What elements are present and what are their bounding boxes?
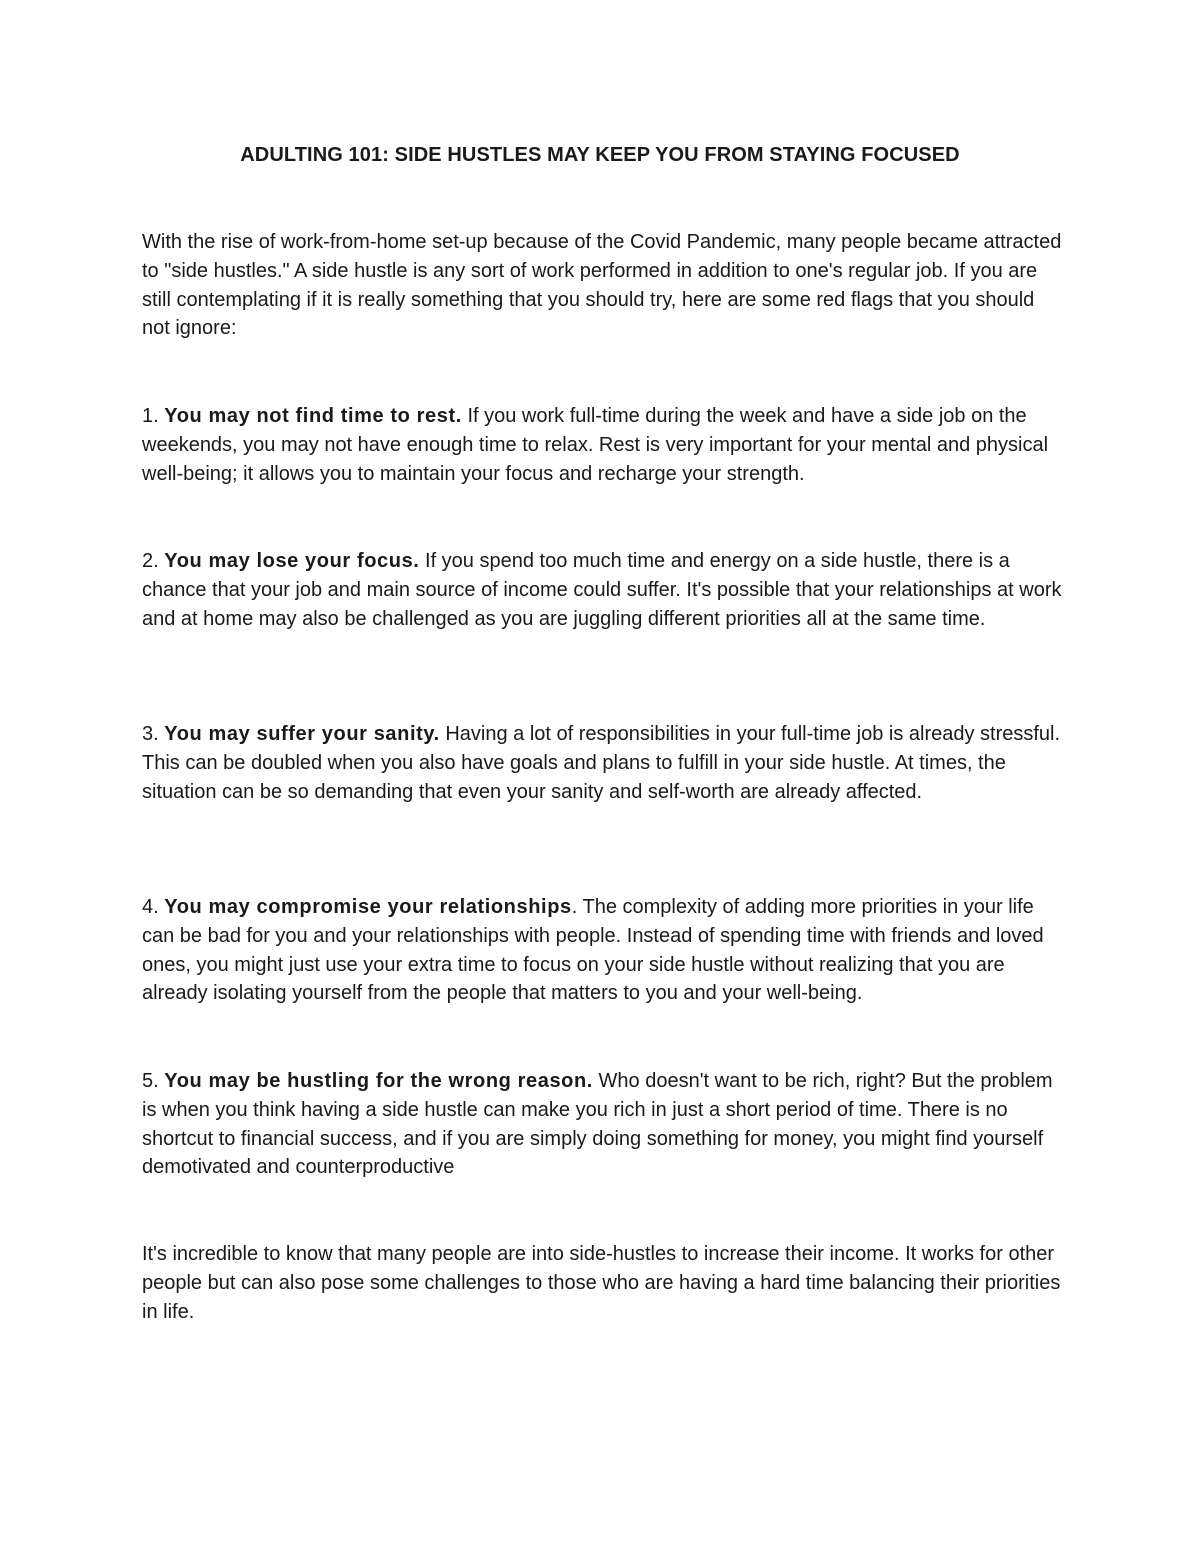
red-flag-item-1: [142, 402, 1067, 488]
item-number: 2.: [142, 550, 165, 572]
item-text: . The complexity of adding more priorities in your life can be bad for you and your relationships with people. Instead of spending time with friends and loved ones, you might just use your extra time to focus on your side hustle without realizing that you are already isolating yourself from the people that matters to you and your well-being.: [142, 896, 1044, 1005]
item-lead: You may lose your focus.: [164, 550, 420, 572]
conclusion-paragraph: It's incredible to know that many people are into side-hustles to increase their income. It works for other people but can also pose some challenges to those who are having a hard time balancing their priorities in life.: [142, 1243, 1061, 1323]
item-number: 4.: [142, 896, 165, 918]
item-lead: You may be hustling for the wrong reason.: [164, 1070, 593, 1092]
item-lead: You may compromise your relationships: [164, 896, 572, 918]
red-flag-item-2: [142, 547, 1067, 633]
red-flag-item-4: [142, 893, 1067, 1008]
intro-paragraph: With the rise of work-from-home set-up because of the Covid Pandemic, many people became attracted to "side hustles." A side hustle is any sort of work performed in addition to one's regular job. If you are still contemplating if it is really something that you should try, here are some red flags that you should not ignore:: [142, 231, 1062, 340]
item-text: If you spend too much time and energy on a side hustle, there is a chance that your job and main source of income could suffer. It's possible that your relationships at work and at home may also be challenged as you are juggling different priorities all at the same time.: [142, 550, 1062, 630]
item-number: 1.: [142, 405, 165, 427]
item-text: Having a lot of responsibilities in your full-time job is already stressful. This can be doubled when you also have goals and plans to fulfill in your side hustle. At times, the situation can be so demanding that even your sanity and self-worth are already affected.: [142, 723, 1061, 803]
document-title: ADULTING 101: SIDE HUSTLES MAY KEEP YOU FROM STAYING FOCUSED: [240, 144, 960, 166]
item-number: 3.: [142, 723, 165, 745]
item-lead: You may suffer your sanity.: [164, 723, 440, 745]
item-number: 5.: [142, 1070, 165, 1092]
item-text: If you work full-time during the week and have a side job on the weekends, you may not have enough time to relax. Rest is very important for your mental and physical well-being; it allows you to maintain your focus and recharge your strength.: [142, 405, 1049, 485]
red-flag-item-3: [142, 720, 1067, 806]
red-flag-item-5: [142, 1067, 1067, 1182]
item-lead: You may not find time to rest.: [164, 405, 462, 427]
item-text: Who doesn't want to be rich, right? But the problem is when you think having a side hustle can make you rich in just a short period of time. There is no shortcut to financial success, and if you are simply doing something for money, you might find yourself demotivated and counterproductive: [142, 1070, 1053, 1179]
